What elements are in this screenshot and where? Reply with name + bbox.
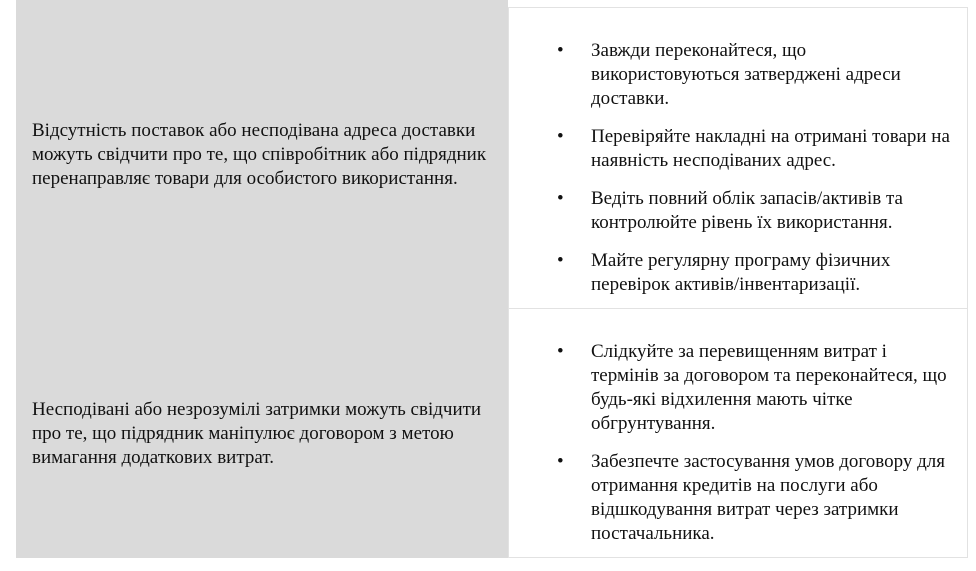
list-item: [509, 39, 967, 111]
control-text: Перевіряйте накладні на отримані товари на наявність несподіваних адрес.: [591, 126, 950, 171]
bullet-icon: •: [557, 250, 564, 271]
bullet-icon: •: [557, 341, 564, 362]
controls-cell: [508, 7, 968, 309]
bullet-icon: •: [557, 40, 564, 61]
list-item: [509, 125, 967, 173]
risk-description-text: Несподівані або незрозумілі затримки можуть свідчити про те, що підрядник маніпулює договором з метою вимагання додаткових витрат.: [32, 398, 482, 468]
controls-list: [509, 39, 967, 311]
control-text: Майте регулярну програму фізичних перевірок активів/інвентаризації.: [591, 250, 891, 295]
list-item: [509, 187, 967, 235]
control-text: Забезпечте застосування умов договору для отримання кредитів на послуги або відшкодування витрат через затримки постачальника.: [591, 451, 945, 544]
risk-description-cell: [16, 0, 508, 309]
controls-cell: [508, 309, 968, 558]
control-text: Завжди переконайтеся, що використовуються затверджені адреси доставки.: [591, 40, 901, 109]
table-row: [16, 309, 968, 558]
control-text: Ведіть повний облік запасів/активів та контролюйте рівень їх використання.: [591, 188, 903, 233]
risk-description-text: Відсутність поставок або несподівана адреса доставки можуть свідчити про те, що співробітник або підрядник перенаправляє товари для особистого використання.: [32, 119, 487, 189]
bullet-icon: •: [557, 126, 564, 147]
list-item: [509, 450, 967, 546]
risk-controls-table: [16, 0, 968, 558]
risk-description-cell: [16, 309, 508, 558]
list-item: [509, 249, 967, 297]
table-row: [16, 0, 968, 309]
bullet-icon: •: [557, 451, 564, 472]
control-text: Слідкуйте за перевищенням витрат і термінів за договором та переконайтеся, що будь-які відхилення мають чітке обгрунтування.: [591, 341, 947, 434]
controls-list: [509, 340, 967, 560]
bullet-icon: •: [557, 188, 564, 209]
list-item: [509, 340, 967, 436]
